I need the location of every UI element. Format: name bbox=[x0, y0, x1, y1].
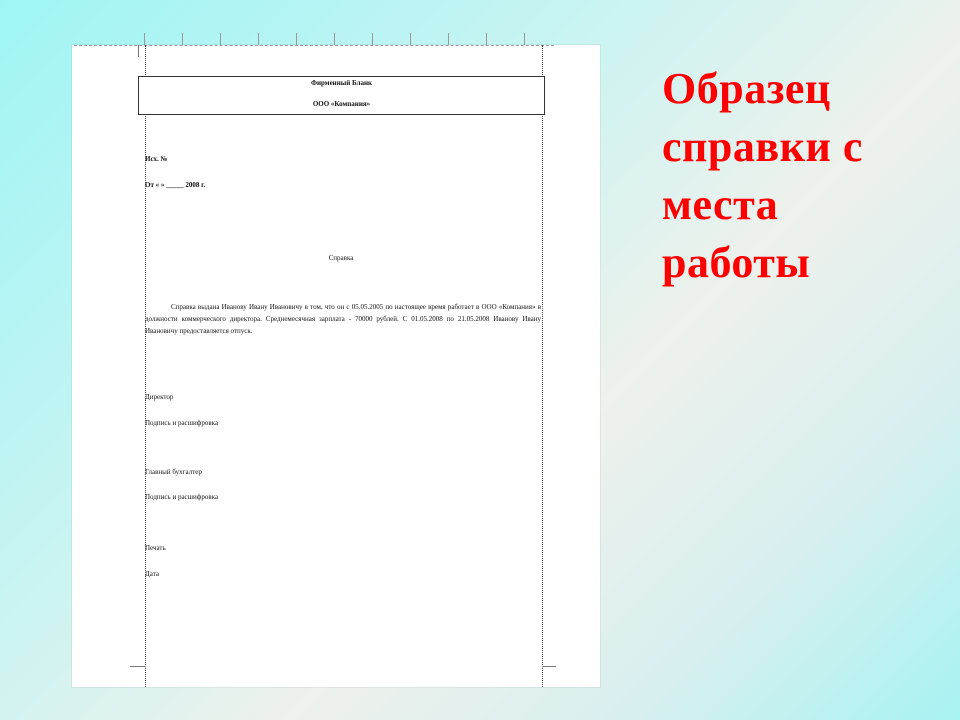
letterhead-line-1: Фирменный Бланк bbox=[310, 79, 373, 87]
certificate-body bbox=[145, 301, 541, 337]
date-label: Дата bbox=[145, 570, 159, 578]
document-date: От « » _____ 2008 г. bbox=[145, 181, 206, 189]
slide-title-line-4: работы bbox=[662, 238, 811, 287]
document-page bbox=[72, 45, 600, 687]
director-label: Директор bbox=[145, 393, 174, 401]
document-title: Справка bbox=[328, 254, 354, 262]
top-left-margin-mark bbox=[138, 45, 151, 57]
bottom-right-margin-mark bbox=[542, 666, 556, 668]
outgoing-number: Исх. № bbox=[145, 155, 168, 163]
right-margin-guide bbox=[542, 45, 544, 687]
certificate-text: Справка выдана Иванову Ивану Ивановичу в том, что он с 05.05.2005 по настоящее время работает в ООО «Компания» в должности коммерческого директора. Среднемесячная зарплата - 70000 рублей. С 01.05.2008 по 21.05.2008 Иванову Ивану Ивановичу предоставляется отпуск. bbox=[145, 303, 541, 335]
stamp-label: Печать bbox=[145, 544, 166, 552]
left-margin-guide bbox=[145, 45, 147, 687]
letterhead-line-2: ООО «Компания» bbox=[312, 100, 371, 108]
accountant-signature: Подпись и расшифровка bbox=[145, 493, 219, 501]
bottom-left-margin-mark bbox=[130, 666, 146, 668]
letterhead-box bbox=[138, 76, 545, 115]
slide-title-line-3: места bbox=[662, 180, 779, 229]
director-signature: Подпись и расшифровка bbox=[145, 419, 219, 427]
slide-title-line-1: Образец bbox=[662, 64, 831, 113]
slide-title-line-2: справки с bbox=[662, 122, 863, 171]
chief-accountant-label: Главный бухгалтер bbox=[145, 468, 202, 476]
slide-title bbox=[662, 60, 932, 292]
